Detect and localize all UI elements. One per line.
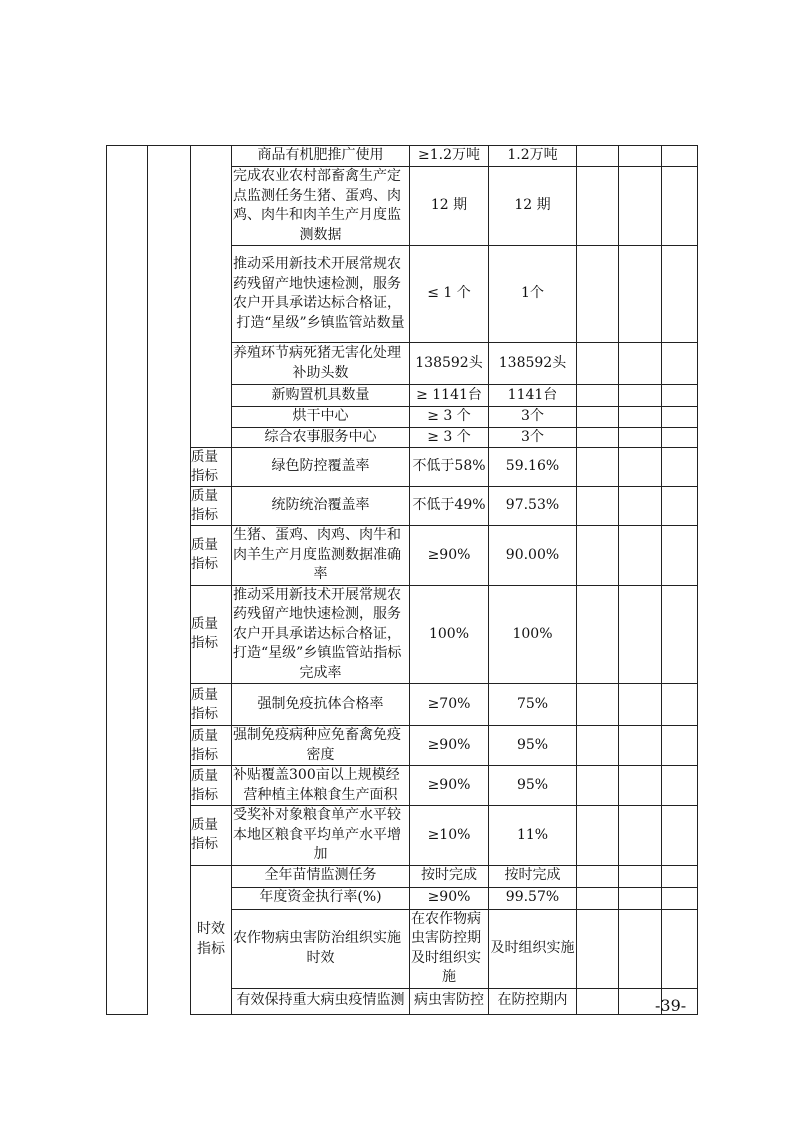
score-cell [577, 448, 619, 487]
indicator-name: 强制免疫病种应免畜禽免疫密度 [232, 726, 410, 766]
indicator-name: 完成农业农村部畜禽生产定点监测任务生猪、蛋鸡、肉鸡、肉牛和肉羊生产月度监测数据 [232, 167, 410, 246]
indicator-name: 有效保持重大病虫疫情监测 [232, 988, 410, 1014]
indicator-name: 推动采用新技术开展常规农药残留产地快速检测，服务农户开具承诺达标合格证，打造“星级”乡镇监管站指标完成率 [232, 585, 410, 684]
actual-value: 3个 [489, 407, 577, 428]
remark-cell [662, 407, 698, 428]
table-row [107, 806, 698, 866]
remark-cell [662, 887, 698, 909]
weight-cell [619, 167, 662, 246]
target-value: 按时完成 [410, 865, 489, 887]
indicator-name: 统防统治覆盖率 [232, 487, 410, 526]
table-row [107, 865, 698, 887]
weight-cell [619, 343, 662, 385]
indicator-name: 全年苗情监测任务 [232, 865, 410, 887]
target-value: ≥70% [410, 684, 489, 726]
remark-cell [662, 146, 698, 167]
weight-cell [619, 385, 662, 407]
remark-cell [662, 806, 698, 866]
category-label: 质量指标 [191, 487, 232, 526]
actual-value: 11% [489, 806, 577, 866]
category-label: 质量指标 [191, 684, 232, 726]
target-value: ≥90% [410, 526, 489, 586]
score-cell [577, 988, 619, 1014]
remark-cell [662, 909, 698, 988]
table-row [107, 448, 698, 487]
target-value: ≥90% [410, 726, 489, 766]
category-label: 质量指标 [191, 526, 232, 586]
category-label: 质量指标 [191, 806, 232, 866]
remark-cell [662, 684, 698, 726]
target-value: 12 期 [410, 167, 489, 246]
remark-cell [662, 448, 698, 487]
target-value: ≥ 1141台 [410, 385, 489, 407]
score-cell [577, 684, 619, 726]
score-cell [577, 887, 619, 909]
weight-cell [619, 448, 662, 487]
indicator-name: 养殖环节病死猪无害化处理补助头数 [232, 343, 410, 385]
score-cell [577, 909, 619, 988]
category-label: 质量指标 [191, 585, 232, 684]
table-row [107, 684, 698, 726]
table-row [107, 585, 698, 684]
weight-cell [619, 427, 662, 448]
actual-value: 在防控期内 [489, 988, 577, 1014]
actual-value: 90.00% [489, 526, 577, 586]
actual-value: 1141台 [489, 385, 577, 407]
table-row [107, 726, 698, 766]
actual-value: 3个 [489, 427, 577, 448]
score-cell [577, 726, 619, 766]
table-row [107, 146, 698, 167]
first-level-indicator-cell [107, 146, 148, 1015]
remark-cell [662, 343, 698, 385]
page-number: -39- [655, 996, 687, 1015]
category-label: 质量指标 [191, 766, 232, 806]
target-value: 100% [410, 585, 489, 684]
score-cell [577, 146, 619, 167]
indicator-name: 新购置机具数量 [232, 385, 410, 407]
weight-cell [619, 887, 662, 909]
actual-value: 95% [489, 726, 577, 766]
score-cell [577, 385, 619, 407]
actual-value: 100% [489, 585, 577, 684]
indicator-name: 受奖补对象粮食单产水平较本地区粮食平均单产水平增加 [232, 806, 410, 866]
indicator-name: 强制免疫抗体合格率 [232, 684, 410, 726]
remark-cell [662, 487, 698, 526]
indicator-name: 年度资金执行率(%) [232, 887, 410, 909]
target-value: ≥ 3 个 [410, 407, 489, 428]
target-value: 不低于49% [410, 487, 489, 526]
indicator-name: 绿色防控覆盖率 [232, 448, 410, 487]
score-cell [577, 246, 619, 343]
weight-cell [619, 487, 662, 526]
remark-cell [662, 385, 698, 407]
target-value: ≥ 3 个 [410, 427, 489, 448]
remark-cell [662, 427, 698, 448]
category-label: 时效指标 [191, 865, 232, 1014]
target-value: ≥90% [410, 766, 489, 806]
actual-value: 按时完成 [489, 865, 577, 887]
remark-cell [662, 766, 698, 806]
weight-cell [619, 684, 662, 726]
target-value: ≥1.2万吨 [410, 146, 489, 167]
actual-value: 99.57% [489, 887, 577, 909]
remark-cell [662, 167, 698, 246]
actual-value: 95% [489, 766, 577, 806]
target-value: 病虫害防控 [410, 988, 489, 1014]
target-value: ≤ 1 个 [410, 246, 489, 343]
remark-cell [662, 865, 698, 887]
score-cell [577, 167, 619, 246]
indicator-name: 农作物病虫害防治组织实施时效 [232, 909, 410, 988]
indicator-name: 生猪、蛋鸡、肉鸡、肉牛和肉羊生产月度监测数据准确率 [232, 526, 410, 586]
remark-cell [662, 246, 698, 343]
score-cell [577, 526, 619, 586]
second-level-indicator-cell [148, 146, 191, 1015]
score-cell [577, 407, 619, 428]
target-value: 在农作物病虫害防控期及时组织实施 [410, 909, 489, 988]
table-row [107, 526, 698, 586]
indicator-name: 商品有机肥推广使用 [232, 146, 410, 167]
indicator-name: 烘干中心 [232, 407, 410, 428]
category-label: 质量指标 [191, 726, 232, 766]
table-row [107, 487, 698, 526]
weight-cell [619, 726, 662, 766]
actual-value: 138592头 [489, 343, 577, 385]
performance-indicator-table [106, 145, 698, 1015]
weight-cell [619, 246, 662, 343]
weight-cell [619, 526, 662, 586]
actual-value: 1个 [489, 246, 577, 343]
score-cell [577, 766, 619, 806]
target-value: ≥10% [410, 806, 489, 866]
target-value: ≥90% [410, 887, 489, 909]
indicator-name: 补贴覆盖300亩以上规模经营种植主体粮食生产面积 [232, 766, 410, 806]
weight-cell [619, 806, 662, 866]
third-level-category-cell [191, 146, 232, 448]
score-cell [577, 806, 619, 866]
actual-value: 97.53% [489, 487, 577, 526]
score-cell [577, 585, 619, 684]
actual-value: 75% [489, 684, 577, 726]
weight-cell [619, 407, 662, 428]
weight-cell [619, 909, 662, 988]
actual-value: 12 期 [489, 167, 577, 246]
weight-cell [619, 865, 662, 887]
indicator-name: 推动采用新技术开展常规农药残留产地快速检测，服务农户开具承诺达标合格证，打造“星级”乡镇监管站数量 [232, 246, 410, 343]
score-cell [577, 487, 619, 526]
table-row [107, 766, 698, 806]
weight-cell [619, 766, 662, 806]
score-cell [577, 427, 619, 448]
weight-cell [619, 146, 662, 167]
indicator-name: 综合农事服务中心 [232, 427, 410, 448]
actual-value: 1.2万吨 [489, 146, 577, 167]
remark-cell [662, 726, 698, 766]
target-value: 138592头 [410, 343, 489, 385]
remark-cell [662, 585, 698, 684]
remark-cell [662, 526, 698, 586]
actual-value: 59.16% [489, 448, 577, 487]
category-label: 质量指标 [191, 448, 232, 487]
weight-cell [619, 585, 662, 684]
target-value: 不低于58% [410, 448, 489, 487]
actual-value: 及时组织实施 [489, 909, 577, 988]
score-cell [577, 343, 619, 385]
score-cell [577, 865, 619, 887]
